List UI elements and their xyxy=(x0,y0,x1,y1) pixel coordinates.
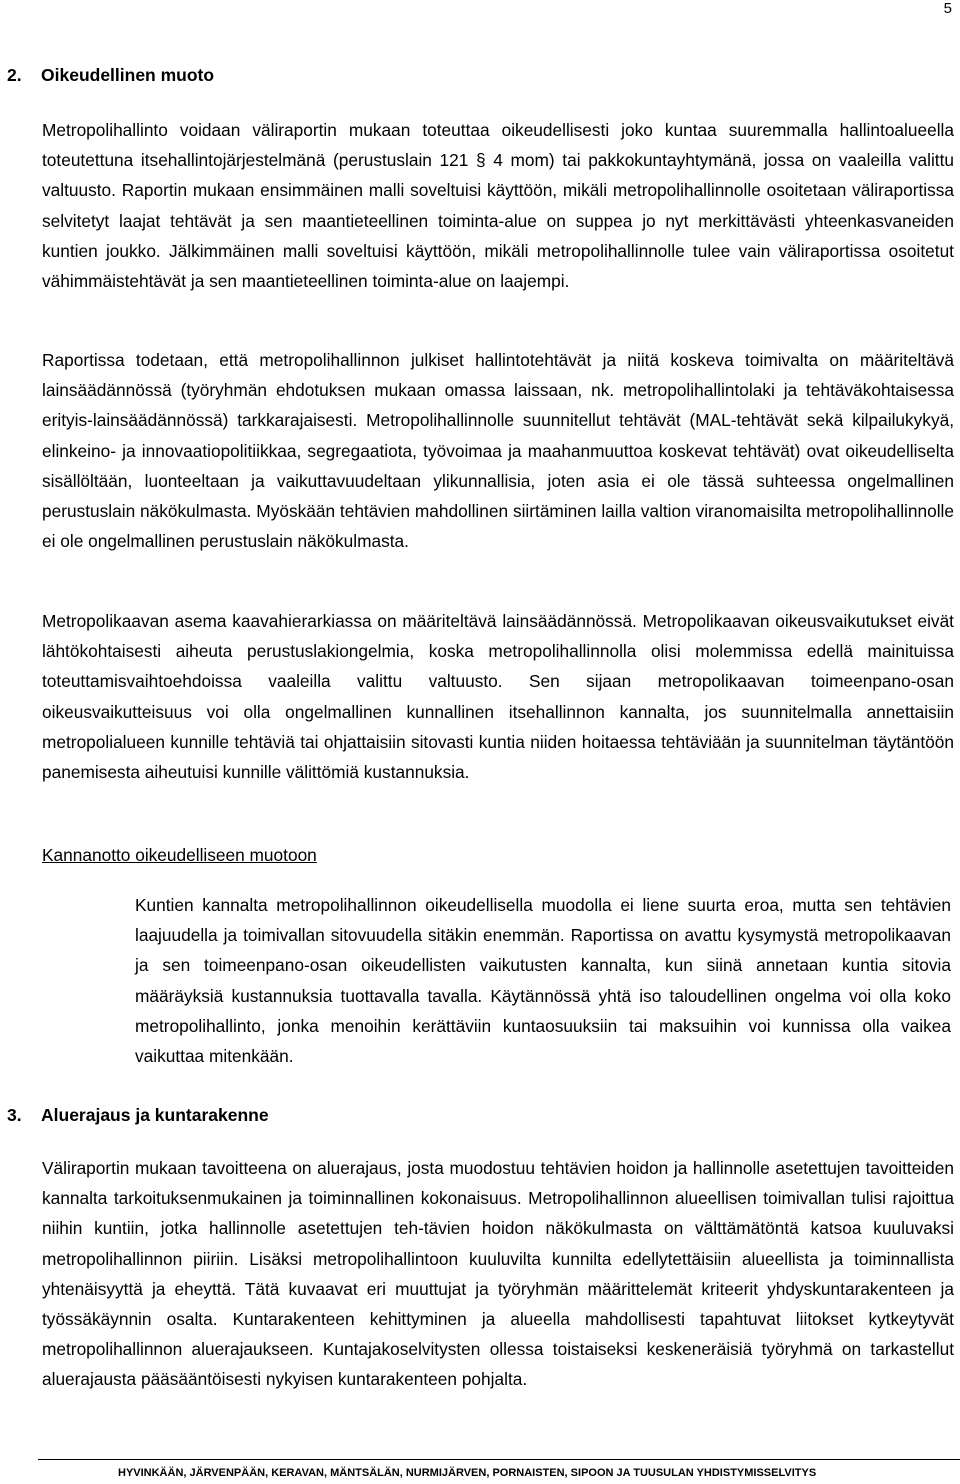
section-3-number: 3. xyxy=(7,1105,22,1125)
section-2-paragraph-2: Raportissa todetaan, että metropolihallinnon julkiset hallintotehtävät ja niitä koskeva toimivalta on määriteltävä lainsäädännössä (työryhmän ehdotuksen mukaan omassa laissaan, nk. metropolihallintolaki ja tehtäväkohtaisessa erityis-lainsäädännössä) tarkkarajaisesti. Metropolihallinnolle suunnitellut tehtävät (MAL-tehtävät sekä kilpailukykyä, elinkeino- ja innovaatiopolitiikkaa, segregaatiota, työvoimaa ja maahanmuuttoa koskevat tehtävät) ovat oikeudelliselta sisällöltään, luonteeltaan ja vaikuttavuudeltaan ylikunnallisia, joten asia ei ole tässä suhteessa ongelmallinen perustuslain näkökulmasta. Myöskään tehtävien mahdollinen siirtäminen lailla valtion viranomaisilta metropolihallinnolle ei ole ongelmallinen perustuslain näkökulmasta. xyxy=(42,350,954,552)
section-3-title: Aluerajaus ja kuntarakenne xyxy=(41,1105,269,1125)
statement-text: Kuntien kannalta metropolihallinnon oikeudellisella muodolla ei liene suurta eroa, mutta sen tehtävien laajuudella ja toimivallan sitovuudella sitäkin enemmän. Raportissa on avattu kysymystä metropolikaavan ja sen toimeenpano-osan oikeudellisten vaikutusten kannalta, kun siinä annetaan kuntia sitovia määräyksiä kustannuksia tuottavalla tavalla. Käytännössä yhtä iso taloudellinen ongelma voi olla koko metropolihallinto, jonka menoihin kerättäviin kuntaosuuksiin tai maksuihin voi kunnissa olla vaikea vaikuttaa mitenkään. xyxy=(135,895,951,1067)
section-2-title: Oikeudellinen muoto xyxy=(41,65,215,85)
section-2-paragraph-3: Metropolikaavan asema kaavahierarkiassa on määriteltävä lainsäädännössä. Metropolikaavan oikeusvaikutukset eivät lähtökohtaisesti aiheuta perustuslakiongelmia, koska metropolihallinnolla olisi molemmissa edellä mainituissa toteuttamisvaihtoehdoissa vaaleilla valittu valtuusto. Sen sijaan metropolikaavan toimeenpano-osan oikeusvaikutteisuus voi olla ongelmallinen kunnallinen itsehallinnon kannalta, jos suunnitelmalla annettaisiin metropolialueen kunnille tehtäviä tai ohjattaisiin sitovasti kuntia niiden hoitaessa tehtäviään ja suunnitelman täytäntöön panemisesta aiheutuisi kunnille välittömiä kustannuksia. xyxy=(42,611,954,783)
footer-text: HYVINKÄÄN, JÄRVENPÄÄN, KERAVAN, MÄNTSÄLÄN, NURMIJÄRVEN, PORNAISTEN, SIPOON JA TUUSULAN YHDISTYMISSELVITYS xyxy=(118,1467,817,1479)
section-3-paragraph: Väliraportin mukaan tavoitteena on aluerajaus, josta muodostuu tehtävien hoidon ja hallinnolle asetettujen tavoitteiden kannalta tarkoituksenmukainen ja toiminnallinen kokonaisuus. Metropolihallinnon alueellisen toimivallan tulisi rajoittua niihin kuntiin, jotka hallinnolle asetettujen teh-tävien hoidon näkökulmasta on välttämätöntä katsoa kuuluvaksi metropolihallinnon piiriin. Lisäksi metropolihallintoon kuuluvilta kunnilta edellytettäisiin alueellista ja toiminnallista yhtenäisyyttä ja eheyttä. Tätä kuvaavat eri muuttujat ja työryhmän määrittelemät kriteerit yhdyskuntarakenteen ja työssäkäynnin osalta. Kuntarakenteen kehittyminen ja alueella mahdollisesti tapahtuvat liitokset kytkeytyvät metropolihallinnon aluerajaukseen. Kuntajakoselvitysten ollessa toistaiseksi keskeneräisiä työryhmä on tarkastellut aluerajausta pääsääntöisesti nykyisen kuntarakenteen pohjalta. xyxy=(42,1158,954,1390)
statement-heading: Kannanotto oikeudelliseen muotoon xyxy=(42,845,317,865)
section-2-number: 2. xyxy=(7,65,22,85)
footer-divider xyxy=(38,1459,960,1460)
section-3-heading xyxy=(7,1105,269,1126)
section-2-heading xyxy=(7,65,214,86)
page-number: 5 xyxy=(943,0,952,17)
section-2-paragraph-1: Metropolihallinto voidaan väliraportin mukaan toteuttaa oikeudellisesti joko kuntaa suuremmalla hallintoalueella toteutettuna itsehallintojärjestelmänä (perustuslain 121 § 4 mom) tai pakkokuntayhtymänä, jossa on vaaleilla valittu valtuusto. Raportin mukaan ensimmäinen malli soveltuisi käyttöön, mikäli metropolihallinnolle osoitetaan väliraportissa selvitetyt laajat tehtävät ja sen maantieteellinen toiminta-alue on suppea jo nyt merkittävästi yhteenkasvaneiden kuntien joukko. Jälkimmäinen malli soveltuisi käyttöön, mikäli metropolihallinnolle tulee vain väliraportissa osoitetut vähimmäistehtävät ja sen maantieteellinen toiminta-alue on laajempi. xyxy=(42,120,954,292)
